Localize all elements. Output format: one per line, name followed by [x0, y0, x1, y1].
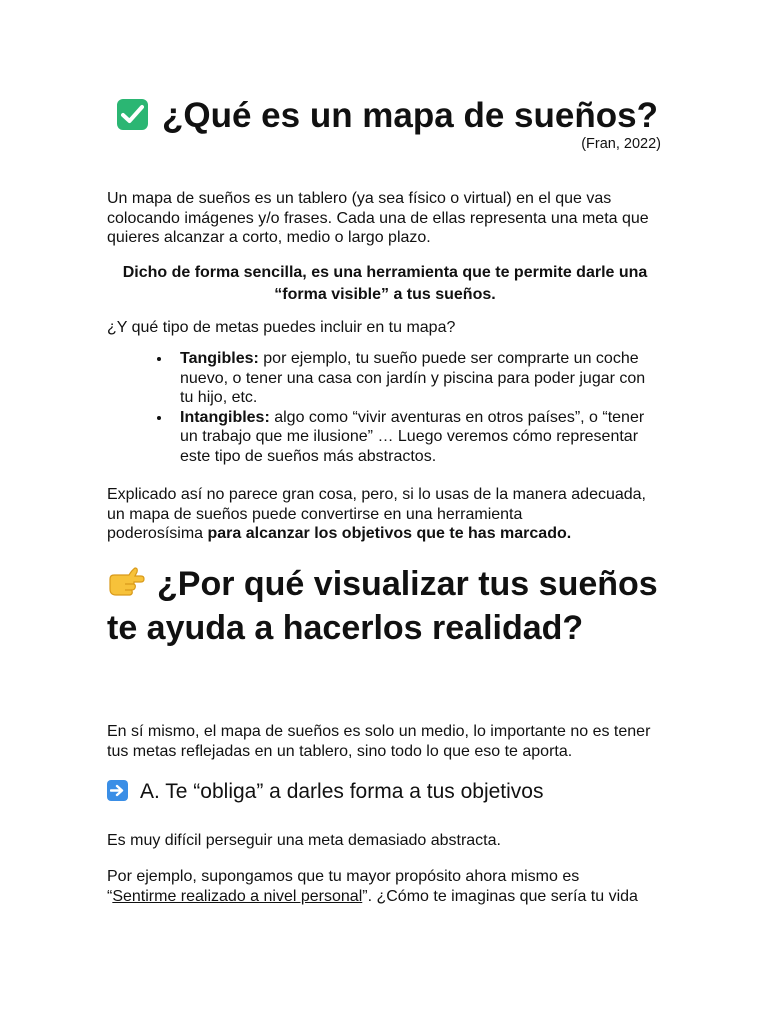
heading-forces-shape: [107, 778, 667, 805]
question-paragraph: ¿Y qué tipo de metas puedes incluir en tu mapa?: [107, 319, 456, 336]
heading-2-text: ¿Por qué visualizar tus sueños te ayuda a hacerlos realidad?: [107, 565, 658, 647]
explained-line-1: Explicado así no parece gran cosa, pero, si lo usas de la manera adecuada,: [107, 486, 646, 503]
heading-1-text: ¿Qué es un mapa de sueños?: [162, 96, 658, 135]
intro-paragraph: Un mapa de sueños es un tablero (ya sea físico o virtual) en el que vas colocando imágenes y/o frases. Cada una de ellas representa una meta que quieres alcanzar a corto, medio o largo plazo.: [107, 190, 649, 246]
highlight-paragraph: [107, 262, 663, 305]
example-line-1: Por ejemplo, supongamos que tu mayor propósito ahora mismo es: [107, 868, 580, 885]
heading-why-visualize: [107, 562, 667, 650]
list-item: [180, 349, 657, 408]
heading-3-text: A. Te “obliga” a darles forma a tus objetivos: [140, 780, 544, 803]
citation: (Fran, 2022): [581, 136, 661, 152]
list-item-term: Intangibles:: [180, 408, 270, 426]
explained-line-2: un mapa de sueños puede convertirse en una herramienta: [107, 505, 523, 523]
medium-paragraph: En sí mismo, el mapa de sueños es solo un medio, lo importante no es tener tus metas reflejadas en un tablero, sino todo lo que eso te aporta.: [107, 723, 651, 760]
list-item: [180, 408, 657, 467]
example-paragraph: [107, 867, 667, 906]
highlight-line-1: Dicho de forma sencilla, es una herramienta que te permite darle una: [122, 264, 648, 281]
example-rest: ”. ¿Cómo te imaginas que sería tu vida: [362, 887, 638, 905]
example-open-quote: “: [107, 887, 113, 905]
explained-bold: para alcanzar los objetivos que te has marcado.: [207, 525, 572, 542]
list-item-text: por ejemplo, tu sueño puede ser comprarte un coche nuevo, o tener una casa con jardín y piscina para poder jugar con tu hijo, etc.: [180, 350, 646, 406]
explained-line-3: poderosísima: [107, 525, 208, 542]
goal-types-list: [157, 349, 657, 466]
list-item-term: Tangibles:: [180, 350, 259, 367]
right-arrow-icon: [107, 780, 128, 801]
explained-paragraph: [107, 485, 667, 544]
list-item-text: algo como “vivir aventuras en otros países”, o “tener un trabajo que me ilusione” … Luego veremos cómo representar este tipo de sueños más abstractos.: [180, 408, 645, 465]
abstract-goal-paragraph: Es muy difícil perseguir una meta demasiado abstracta.: [107, 832, 501, 849]
backhand-index-pointing-right-icon: [107, 565, 145, 599]
check-mark-button-icon: [117, 99, 148, 130]
highlight-line-2: “forma visible” a tus sueños.: [274, 285, 496, 303]
example-underlined-link[interactable]: Sentirme realizado a nivel personal: [112, 887, 363, 905]
bullet-dot: [157, 416, 161, 420]
bullet-dot: [157, 357, 161, 361]
heading-what-is-dream-map: [117, 94, 677, 138]
